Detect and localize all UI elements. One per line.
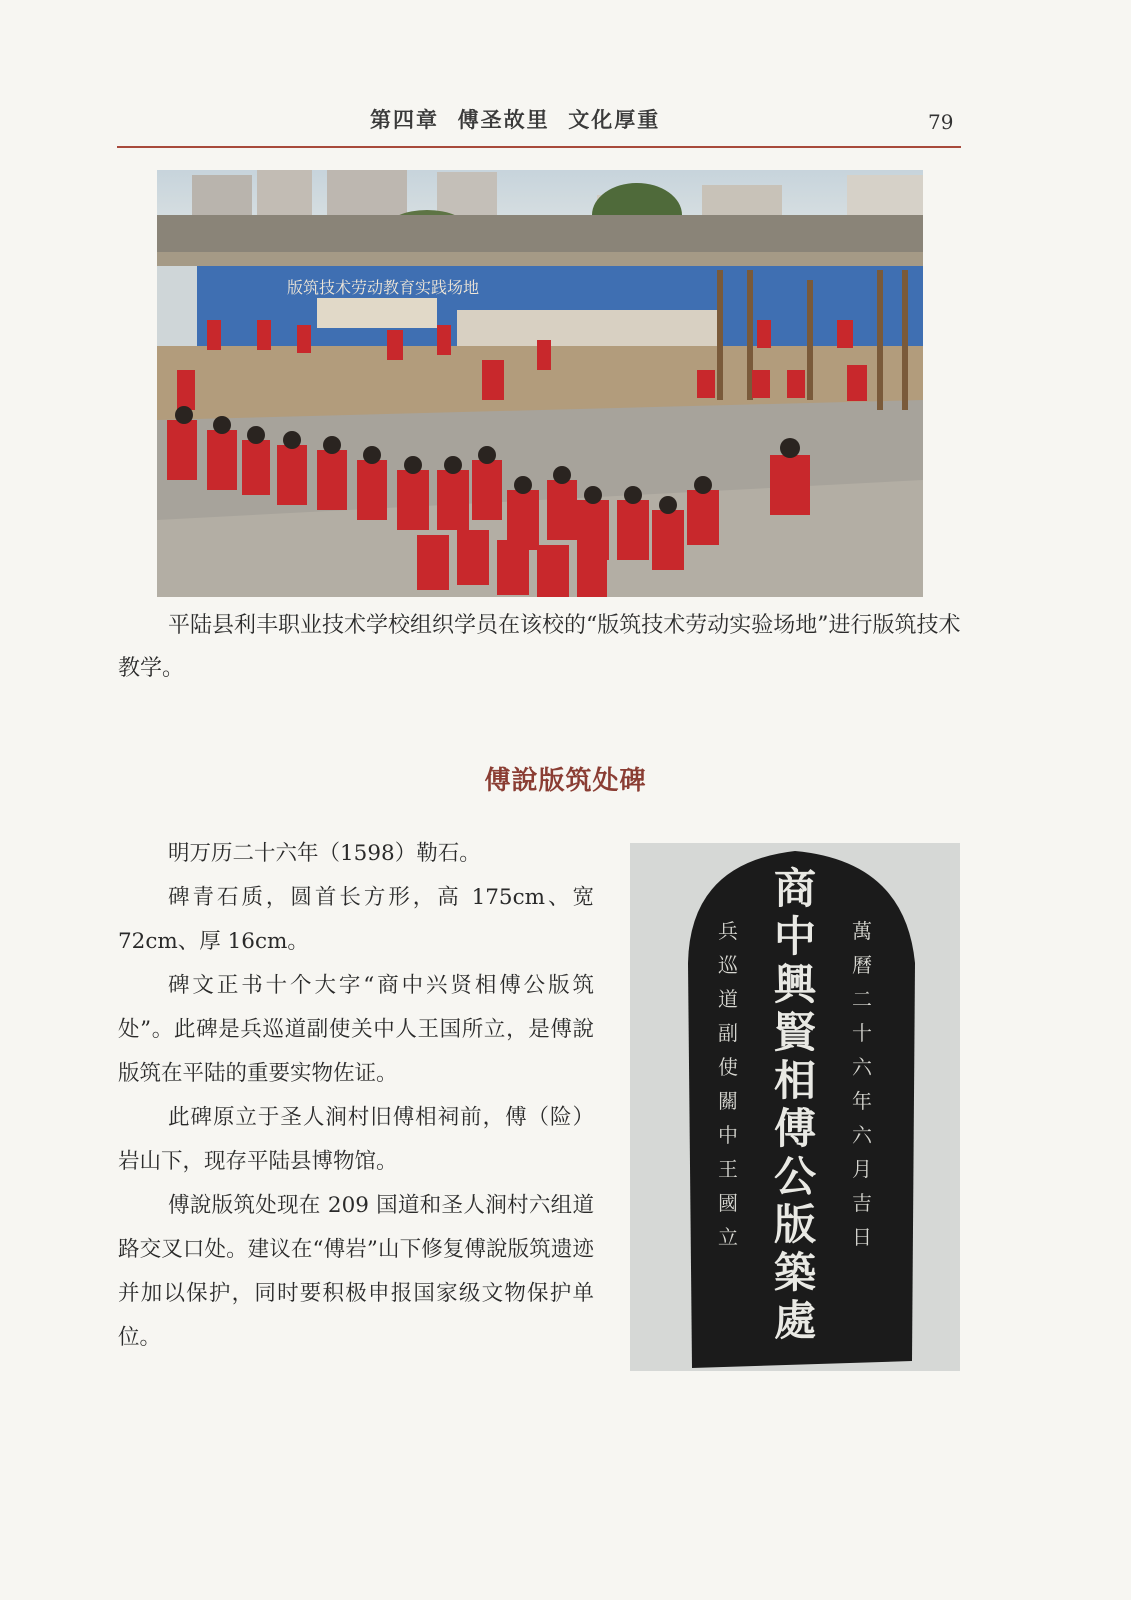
stele-character: 關 — [718, 1089, 738, 1113]
stele-character: 日 — [852, 1225, 872, 1249]
body-paragraph: 碑青石质，圆首长方形，高 175cm、宽 72cm、厚 16cm。 — [118, 885, 594, 954]
stele-character: 興 — [773, 960, 817, 1009]
school-practice-photo — [157, 170, 923, 597]
stele-character: 曆 — [852, 953, 872, 977]
body-text — [118, 832, 594, 1360]
stele-character: 版 — [773, 1200, 817, 1249]
stele-character: 公 — [773, 1152, 817, 1201]
header-divider — [117, 146, 961, 148]
photo-caption — [118, 604, 964, 690]
stele-character: 賢 — [773, 1008, 817, 1057]
stele-character: 傅 — [773, 1104, 817, 1153]
body-paragraph: 此碑原立于圣人涧村旧傅相祠前，傅（险）岩山下，现存平陆县博物馆。 — [118, 1105, 594, 1174]
stele-character: 巡 — [718, 953, 738, 977]
body-paragraph: 傅說版筑处现在 209 国道和圣人涧村六组道路交叉口处。建议在“傅岩”山下修复傅說版筑遗迹并加以保护，同时要积极申报国家级文物保护单位。 — [118, 1193, 594, 1350]
stele-character: 商 — [773, 864, 817, 913]
stele-character: 六 — [852, 1055, 872, 1079]
stele-character: 立 — [718, 1225, 738, 1249]
chapter-title: 第四章 傅圣故里 文化厚重 — [370, 107, 661, 132]
stele-character: 月 — [852, 1157, 872, 1181]
stele-character: 兵 — [718, 919, 738, 943]
body-paragraph: 碑文正书十个大字“商中兴贤相傅公版筑处”。此碑是兵巡道副使关中人王国所立，是傅說版筑在平陆的重要实物佐证。 — [118, 973, 594, 1086]
stele-character: 萬 — [852, 919, 872, 943]
stele-character: 中 — [773, 912, 817, 961]
stele-rubbing-photo — [630, 843, 960, 1371]
stele-character: 道 — [718, 987, 738, 1011]
stele-character: 副 — [718, 1021, 738, 1045]
page-number: 79 — [928, 110, 954, 134]
stele-character: 處 — [773, 1296, 817, 1345]
caption-text: 平陆县利丰职业技术学校组织学员在该校的“版筑技术劳动实验场地”进行版筑技术教学。 — [118, 613, 961, 681]
stele-character: 六 — [852, 1123, 872, 1147]
section-title: 傅說版筑处碑 — [484, 766, 647, 796]
stele-character: 十 — [852, 1021, 872, 1045]
stele-character: 王 — [718, 1157, 738, 1181]
stele-character: 相 — [773, 1056, 817, 1105]
stele-character: 築 — [773, 1248, 817, 1297]
stele-character: 二 — [852, 987, 872, 1011]
stele-character: 使 — [718, 1055, 738, 1079]
stele-character: 中 — [718, 1123, 738, 1147]
body-paragraph: 明万历二十六年（1598）勒石。 — [168, 841, 481, 866]
banner-text: 版筑技术劳动教育实践场地 — [287, 278, 480, 297]
stele-main-inscription — [774, 864, 819, 1345]
stele-character: 吉 — [852, 1191, 872, 1215]
stele-character: 國 — [718, 1191, 738, 1215]
stele-character: 年 — [852, 1089, 872, 1113]
